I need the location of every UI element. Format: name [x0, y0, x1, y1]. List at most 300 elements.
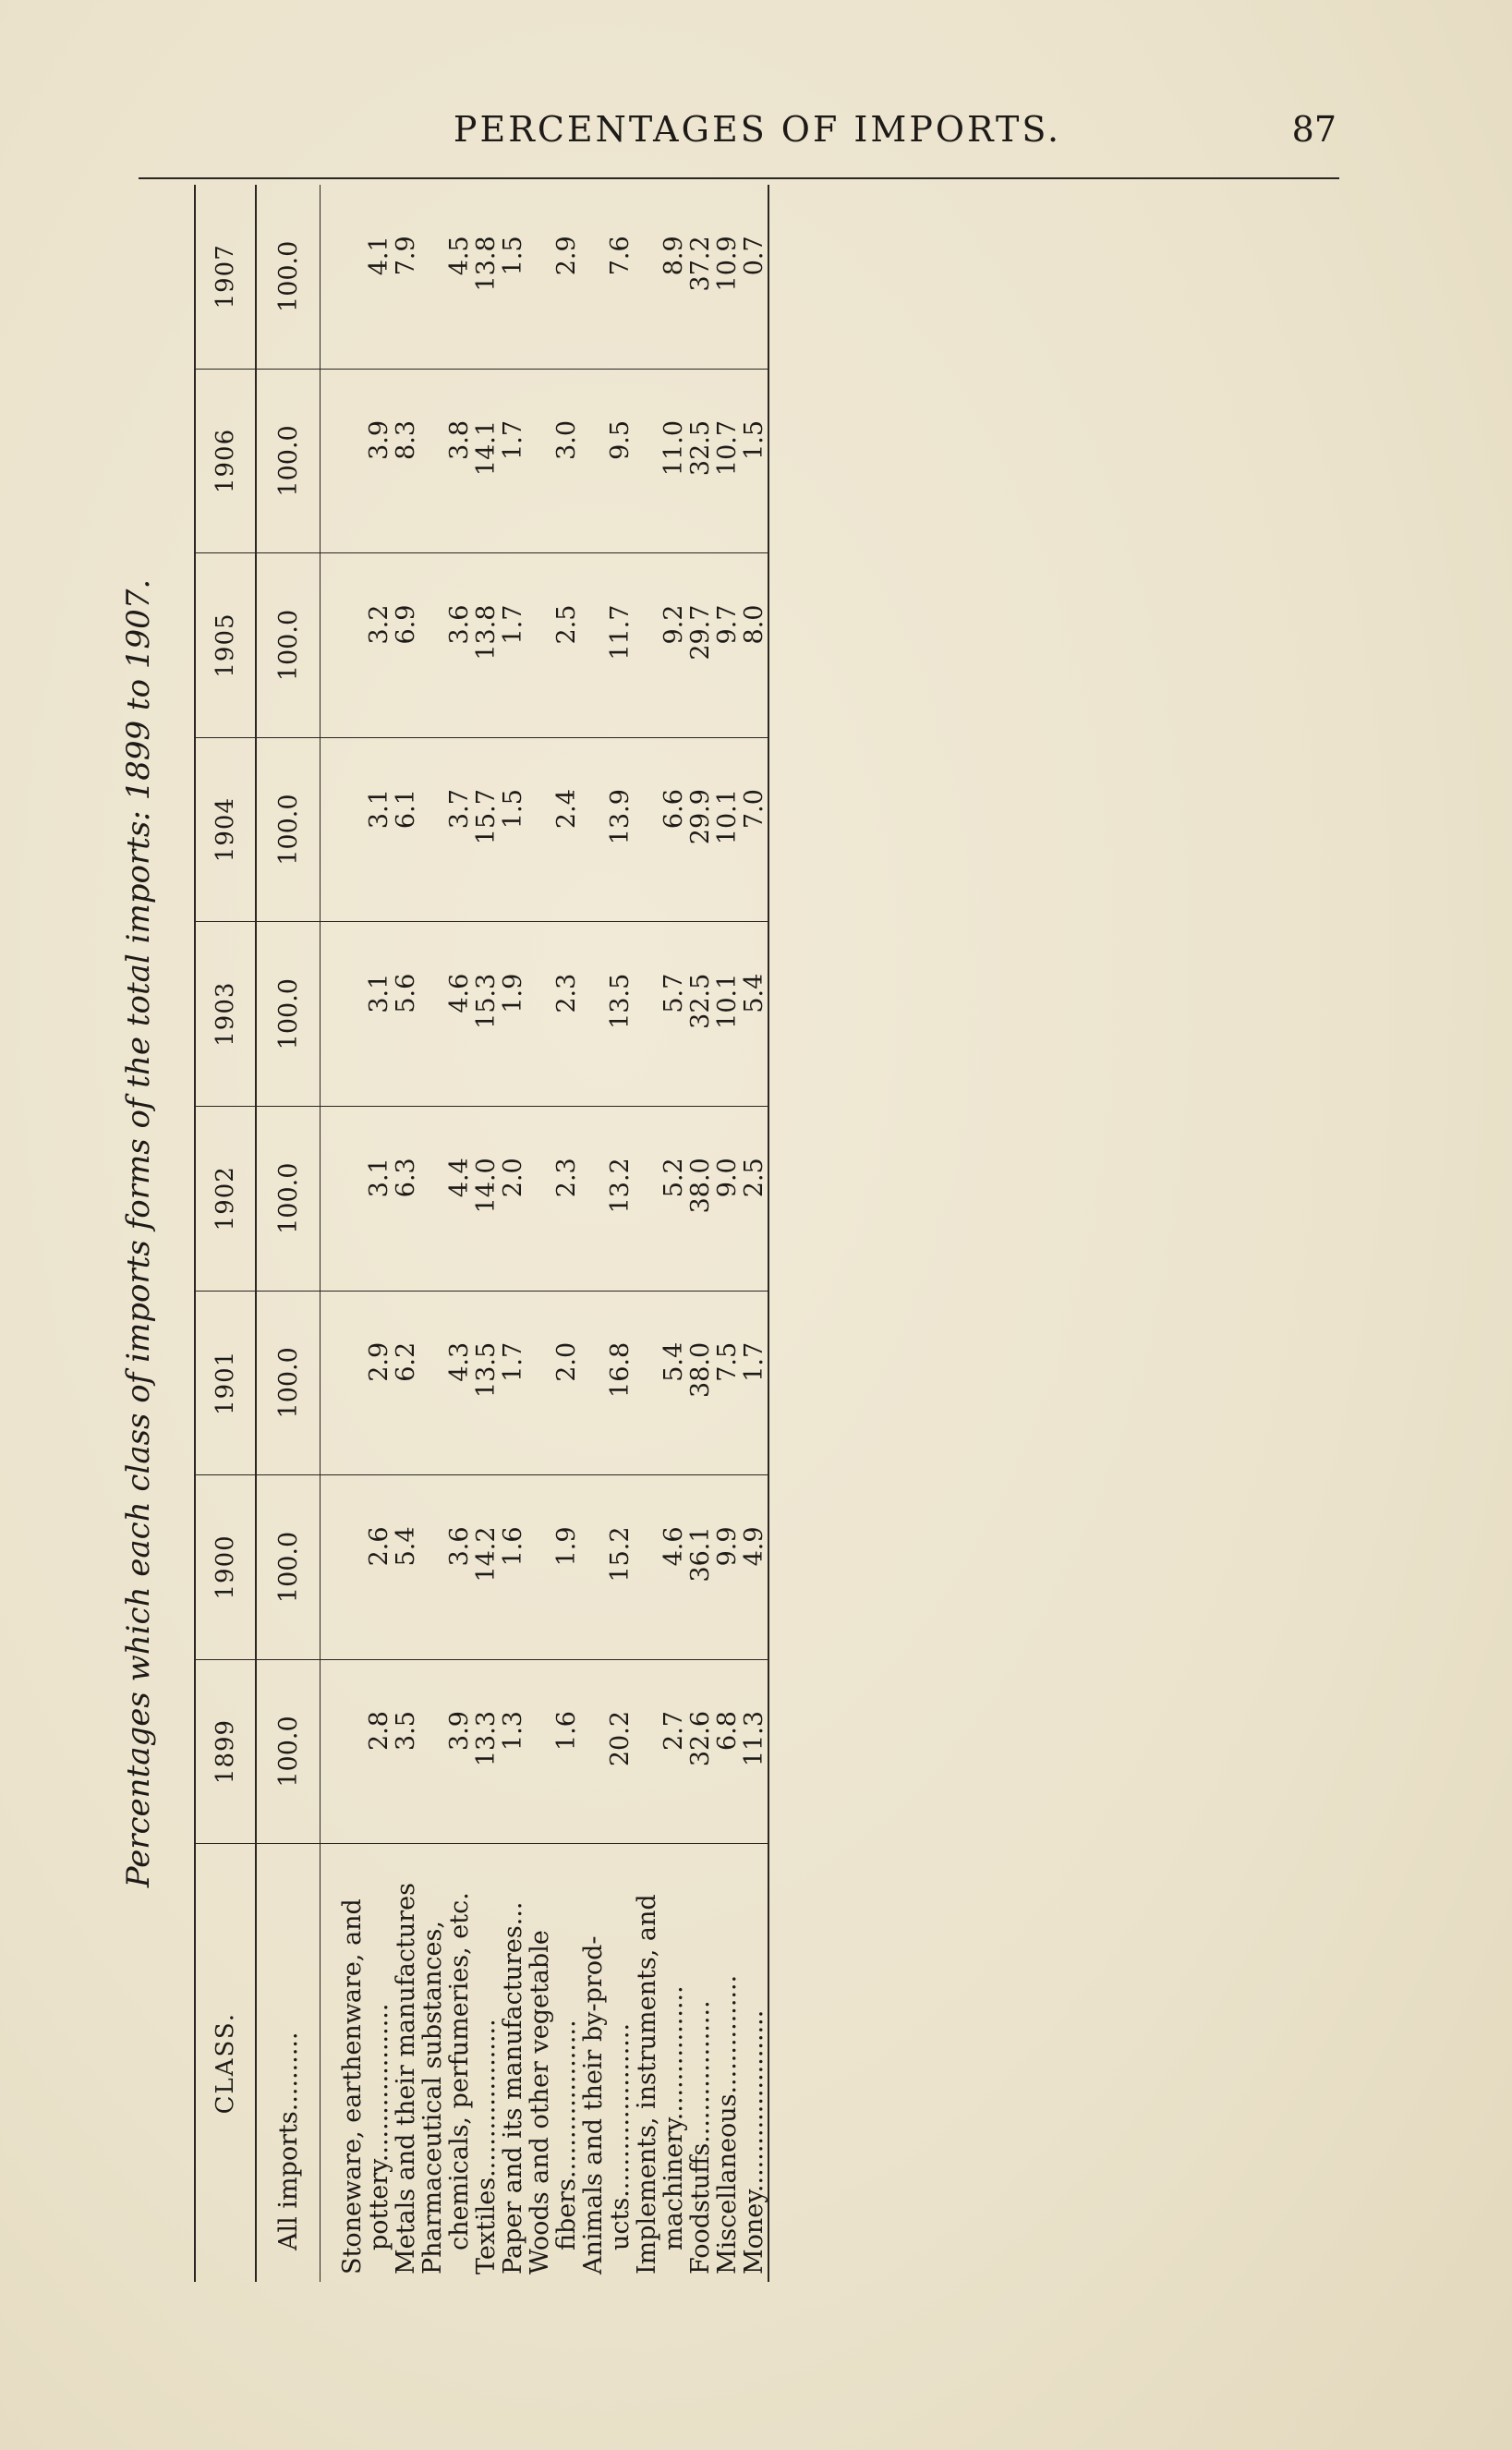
percent-value: 1.7 — [499, 419, 527, 460]
percent-cell — [393, 737, 419, 922]
percent-cell — [526, 1475, 553, 1660]
percent-value: 2.0 — [499, 1158, 527, 1198]
percent-cell — [473, 1475, 500, 1660]
class-label: ucts...................... — [606, 2022, 635, 2250]
percent-cell — [393, 922, 419, 1107]
imports-percentage-table — [194, 185, 769, 2282]
percent-value: 8.3 — [392, 419, 420, 460]
percent-cell — [500, 737, 526, 922]
year-header: 1902 — [195, 1106, 256, 1291]
percent-value: 10.1 — [713, 789, 742, 845]
percent-value: 16.8 — [606, 1341, 635, 1398]
percent-cell — [446, 1659, 473, 1844]
percent-cell — [339, 737, 366, 922]
percent-cell — [607, 1475, 634, 1660]
percent-cell — [339, 1291, 366, 1475]
percent-cell — [553, 737, 580, 922]
percent-value: 7.0 — [740, 789, 768, 830]
year-header: 1900 — [195, 1475, 256, 1660]
percent-cell — [473, 369, 500, 553]
percent-value: 1.7 — [499, 1341, 527, 1382]
percent-cell — [366, 1291, 393, 1475]
percent-value: 32.5 — [686, 419, 715, 477]
year-header: 1906 — [195, 369, 256, 553]
percent-cell — [419, 1106, 446, 1291]
percent-value: 6.2 — [392, 1341, 420, 1382]
percent-value: 4.3 — [445, 1341, 474, 1382]
percent-value: 7.9 — [392, 236, 420, 276]
percent-value: 1.6 — [552, 1711, 581, 1751]
percent-cell — [660, 553, 687, 738]
percent-value: 38.0 — [686, 1158, 715, 1214]
percent-cell — [393, 185, 419, 369]
percent-cell — [393, 1475, 419, 1660]
percent-value: 9.5 — [606, 419, 635, 460]
percent-cell — [714, 553, 741, 738]
percent-cell — [660, 369, 687, 553]
percent-value: 5.4 — [659, 1341, 688, 1382]
percent-cell — [446, 922, 473, 1107]
percent-cell — [553, 1475, 580, 1660]
percent-cell — [660, 922, 687, 1107]
percent-cell — [607, 737, 634, 922]
percent-cell — [741, 922, 768, 1107]
percent-value: 13.8 — [472, 236, 501, 292]
percent-value: 4.1 — [365, 236, 393, 276]
percent-value: 7.6 — [606, 236, 635, 276]
table-row — [526, 185, 553, 2282]
percent-cell — [634, 737, 660, 922]
percent-cell: 100.0 — [256, 1291, 321, 1475]
percent-cell — [500, 369, 526, 553]
percent-value: 32.5 — [686, 973, 715, 1029]
percent-cell — [687, 553, 714, 738]
percent-cell — [366, 369, 393, 553]
percent-cell — [419, 369, 446, 553]
class-label: machinery................. — [659, 1985, 688, 2250]
table-row — [393, 185, 419, 2282]
percent-cell — [687, 1659, 714, 1844]
percent-cell: 100.0 — [256, 369, 321, 553]
table-header-row — [195, 185, 256, 2282]
year-header: 1901 — [195, 1291, 256, 1475]
percent-value: 1.3 — [499, 1711, 527, 1751]
percent-cell — [339, 185, 366, 369]
percent-value: 38.0 — [686, 1341, 715, 1398]
percent-cell: 100.0 — [256, 1659, 321, 1844]
percent-cell — [473, 737, 500, 922]
table-row — [473, 185, 500, 2282]
percent-cell — [419, 1659, 446, 1844]
year-header: 1907 — [195, 185, 256, 369]
percent-cell — [714, 737, 741, 922]
percent-cell — [660, 1106, 687, 1291]
percent-cell — [741, 737, 768, 922]
class-label: Implements, instruments, and — [633, 1894, 661, 2274]
percent-value: 3.1 — [365, 1158, 393, 1198]
percent-cell — [446, 737, 473, 922]
percent-cell — [634, 922, 660, 1107]
percent-value: 4.6 — [445, 973, 474, 1013]
percent-value: 10.1 — [713, 973, 742, 1029]
class-column-header: CLASS. — [195, 1844, 256, 2282]
percent-cell — [446, 1291, 473, 1475]
class-label: Pharmaceutical substances, — [418, 1921, 447, 2274]
class-label: Animals and their by-prod- — [579, 1935, 608, 2274]
class-label: Money....................... — [741, 1844, 768, 2282]
table-row — [500, 185, 526, 2282]
percent-value: 15.7 — [472, 789, 501, 845]
percent-cell — [446, 1475, 473, 1660]
percent-cell — [419, 1475, 446, 1660]
percent-cell — [526, 185, 553, 369]
percent-value: 10.7 — [713, 419, 742, 477]
percent-cell — [526, 1291, 553, 1475]
header-rule — [139, 177, 1339, 179]
percent-cell — [580, 553, 607, 738]
percent-value: 3.2 — [365, 604, 393, 645]
percent-cell — [607, 1291, 634, 1475]
class-label: Textiles.................... — [472, 2019, 501, 2274]
percent-cell — [607, 1659, 634, 1844]
percent-value: 9.0 — [713, 1158, 742, 1198]
percent-value: 3.7 — [445, 789, 474, 830]
percent-value: 2.5 — [552, 604, 581, 645]
percent-cell — [393, 1659, 419, 1844]
table-row — [446, 185, 473, 2282]
percent-cell — [714, 1475, 741, 1660]
percent-cell — [687, 1475, 714, 1660]
percent-value: 5.7 — [659, 973, 688, 1013]
percent-cell — [393, 1291, 419, 1475]
percent-cell — [339, 922, 366, 1107]
table-row — [634, 185, 660, 2282]
percent-cell — [366, 1475, 393, 1660]
percent-value: 3.0 — [552, 419, 581, 460]
total-row — [256, 185, 321, 2282]
page-header — [0, 109, 1512, 164]
page-number: 87 — [1291, 109, 1337, 150]
percent-cell — [339, 1475, 366, 1660]
percent-value: 8.0 — [740, 604, 768, 645]
percent-cell — [714, 185, 741, 369]
class-label: Woods and other vegetable — [526, 1930, 554, 2274]
percent-value: 13.8 — [472, 604, 501, 661]
percent-cell — [634, 1106, 660, 1291]
year-header: 1903 — [195, 922, 256, 1107]
percent-cell: 100.0 — [256, 1475, 321, 1660]
percent-value: 3.5 — [392, 1711, 420, 1751]
percent-cell — [500, 1475, 526, 1660]
percent-cell — [660, 737, 687, 922]
year-header: 1904 — [195, 737, 256, 922]
percent-cell — [419, 185, 446, 369]
percent-value: 11.7 — [606, 604, 635, 661]
percent-value: 13.3 — [472, 1711, 501, 1767]
percent-cell — [366, 737, 393, 922]
percent-value: 9.9 — [713, 1526, 742, 1567]
percent-value: 3.1 — [365, 789, 393, 830]
percent-value: 29.7 — [686, 604, 715, 661]
year-header: 1899 — [195, 1659, 256, 1844]
running-title: PERCENTAGES OF IMPORTS. — [453, 109, 1062, 150]
percent-cell — [553, 185, 580, 369]
table-row — [419, 185, 446, 2282]
percent-value: 2.5 — [740, 1158, 768, 1198]
table-caption: Percentages which each class of imports forms of the total imports: 1899 to 1907. — [120, 578, 157, 1888]
percent-cell — [553, 922, 580, 1107]
percent-cell — [446, 1106, 473, 1291]
percent-cell — [580, 369, 607, 553]
percent-value: 36.1 — [686, 1526, 715, 1583]
percent-value: 5.6 — [392, 973, 420, 1013]
percent-cell — [500, 185, 526, 369]
table-row — [339, 185, 366, 2282]
percent-cell — [339, 1106, 366, 1291]
percent-cell — [714, 1291, 741, 1475]
percent-value: 2.8 — [365, 1711, 393, 1751]
percent-value: 1.9 — [552, 1526, 581, 1567]
percent-cell — [473, 1106, 500, 1291]
percent-cell — [526, 369, 553, 553]
percent-value: 5.4 — [392, 1526, 420, 1567]
percent-value: 6.8 — [713, 1711, 742, 1751]
percent-cell — [419, 737, 446, 922]
percent-value: 7.5 — [713, 1341, 742, 1382]
percent-cell — [741, 1659, 768, 1844]
percent-cell — [687, 737, 714, 922]
percent-value: 20.2 — [606, 1711, 635, 1767]
percent-value: 6.1 — [392, 789, 420, 830]
percent-cell: 100.0 — [256, 1106, 321, 1291]
percent-cell — [741, 1106, 768, 1291]
class-label: Miscellaneous............... — [713, 1974, 742, 2274]
class-label: chemicals, perfumeries, etc. — [445, 1892, 474, 2250]
percent-value: 4.6 — [659, 1526, 688, 1567]
percent-cell — [687, 369, 714, 553]
percent-value: 3.8 — [445, 419, 474, 460]
rotated-table-area — [111, 185, 1432, 2282]
percent-cell — [419, 1291, 446, 1475]
percent-value: 2.0 — [552, 1341, 581, 1382]
percent-cell — [366, 1659, 393, 1844]
percent-cell — [526, 1106, 553, 1291]
percent-cell — [714, 1659, 741, 1844]
year-header: 1905 — [195, 553, 256, 738]
percent-cell — [607, 1106, 634, 1291]
percent-cell — [526, 737, 553, 922]
percent-cell — [714, 922, 741, 1107]
table-row — [714, 185, 741, 2282]
table-row — [607, 185, 634, 2282]
percent-value: 13.5 — [472, 1341, 501, 1398]
percent-value: 3.9 — [445, 1711, 474, 1751]
percent-value: 3.9 — [365, 419, 393, 460]
percent-value: 4.5 — [445, 236, 474, 276]
percent-cell — [634, 1659, 660, 1844]
percent-cell — [473, 1659, 500, 1844]
percent-cell — [714, 369, 741, 553]
percent-cell — [580, 922, 607, 1107]
percent-cell — [366, 922, 393, 1107]
percent-value: 4.9 — [740, 1526, 768, 1567]
percent-value: 1.7 — [499, 604, 527, 645]
percent-cell — [660, 1475, 687, 1660]
percent-value: 15.2 — [606, 1526, 635, 1583]
percent-cell — [660, 1291, 687, 1475]
percent-value: 11.0 — [659, 419, 688, 477]
percent-cell — [500, 922, 526, 1107]
percent-value: 37.2 — [686, 236, 715, 292]
percent-value: 6.9 — [392, 604, 420, 645]
class-label: Stoneware, earthenware, and — [338, 1898, 367, 2274]
percent-cell — [634, 185, 660, 369]
percent-cell — [393, 1106, 419, 1291]
percent-value: 1.5 — [499, 236, 527, 276]
table-row — [687, 185, 714, 2282]
percent-cell — [607, 369, 634, 553]
percent-cell — [366, 553, 393, 738]
percent-value: 2.4 — [552, 789, 581, 830]
percent-value: 1.9 — [499, 973, 527, 1013]
percent-cell — [634, 369, 660, 553]
percent-value: 2.9 — [552, 236, 581, 276]
percent-value: 15.3 — [472, 973, 501, 1029]
percent-cell — [526, 1659, 553, 1844]
percent-value: 2.6 — [365, 1526, 393, 1567]
percent-cell — [473, 922, 500, 1107]
class-label: All imports.......... — [256, 1844, 321, 2282]
percent-cell — [660, 1659, 687, 1844]
percent-cell — [634, 1475, 660, 1660]
percent-value: 3.6 — [445, 1526, 474, 1567]
percent-value: 13.2 — [606, 1158, 635, 1214]
percent-cell — [741, 553, 768, 738]
table-body — [256, 185, 768, 2282]
percent-cell — [741, 1291, 768, 1475]
percent-cell — [526, 922, 553, 1107]
table-row — [366, 185, 393, 2282]
percent-cell — [741, 185, 768, 369]
percent-cell — [580, 1659, 607, 1844]
percent-cell — [526, 553, 553, 738]
percent-value: 8.9 — [659, 236, 688, 276]
table-row — [553, 185, 580, 2282]
percent-cell — [446, 369, 473, 553]
percent-value: 1.6 — [499, 1526, 527, 1567]
percent-value: 5.2 — [659, 1158, 688, 1198]
percent-cell — [607, 922, 634, 1107]
percent-cell — [500, 1106, 526, 1291]
class-label: Metals and their manufactures — [392, 1882, 420, 2274]
percent-cell — [687, 185, 714, 369]
percent-value: 32.6 — [686, 1711, 715, 1767]
percent-value: 14.2 — [472, 1526, 501, 1583]
table-row — [741, 185, 768, 2282]
percent-value: 2.7 — [659, 1711, 688, 1751]
percent-cell — [366, 185, 393, 369]
percent-value: 2.3 — [552, 1158, 581, 1198]
percent-value: 6.6 — [659, 789, 688, 830]
percent-value: 4.4 — [445, 1158, 474, 1198]
percent-cell — [500, 1659, 526, 1844]
percent-cell: 100.0 — [256, 185, 321, 369]
percent-value: 13.5 — [606, 973, 635, 1029]
percent-cell — [607, 553, 634, 738]
percent-cell — [473, 1291, 500, 1475]
percent-cell — [339, 369, 366, 553]
percent-cell — [634, 553, 660, 738]
percent-cell — [687, 1291, 714, 1475]
percent-cell — [607, 185, 634, 369]
class-label: fibers.................... — [552, 2019, 581, 2250]
percent-cell — [446, 553, 473, 738]
percent-value: 2.3 — [552, 973, 581, 1013]
percent-cell — [473, 553, 500, 738]
percent-value: 11.3 — [740, 1711, 768, 1767]
percent-value: 14.0 — [472, 1158, 501, 1214]
percent-cell — [339, 1659, 366, 1844]
percent-value: 3.1 — [365, 973, 393, 1013]
percent-value: 5.4 — [740, 973, 768, 1013]
percent-value: 6.3 — [392, 1158, 420, 1198]
percent-cell — [580, 185, 607, 369]
percent-value: 3.6 — [445, 604, 474, 645]
percent-cell — [553, 1291, 580, 1475]
percent-cell — [446, 185, 473, 369]
percent-cell — [741, 369, 768, 553]
percent-cell — [687, 1106, 714, 1291]
percent-value: 10.9 — [713, 236, 742, 292]
percent-cell — [500, 1291, 526, 1475]
spacer-row — [321, 185, 340, 2282]
percent-value: 9.7 — [713, 604, 742, 645]
percent-cell: 100.0 — [256, 553, 321, 738]
class-label: Foodstuffs.................. — [686, 2000, 715, 2274]
percent-value: 0.7 — [740, 236, 768, 276]
percent-value: 9.2 — [659, 604, 688, 645]
percent-cell — [553, 1659, 580, 1844]
percent-cell — [553, 553, 580, 738]
percent-cell — [393, 553, 419, 738]
percent-cell — [687, 922, 714, 1107]
percent-cell — [741, 1475, 768, 1660]
percent-cell — [660, 185, 687, 369]
percent-cell: 100.0 — [256, 737, 321, 922]
percent-value: 1.5 — [740, 419, 768, 460]
percent-value: 1.7 — [740, 1341, 768, 1382]
percent-cell — [393, 369, 419, 553]
percent-cell — [339, 553, 366, 738]
percent-cell — [419, 922, 446, 1107]
percent-cell — [553, 1106, 580, 1291]
percent-value: 29.9 — [686, 789, 715, 845]
percent-cell — [580, 1106, 607, 1291]
percent-cell — [500, 553, 526, 738]
percent-cell: 100.0 — [256, 922, 321, 1107]
percent-value: 1.5 — [499, 789, 527, 830]
percent-cell — [419, 553, 446, 738]
percent-cell — [714, 1106, 741, 1291]
percent-cell — [553, 369, 580, 553]
percent-cell — [473, 185, 500, 369]
percent-cell — [580, 1291, 607, 1475]
table-row — [660, 185, 687, 2282]
class-label: Paper and its manufactures... — [499, 1901, 527, 2274]
percent-value: 14.1 — [472, 419, 501, 477]
percent-cell — [580, 737, 607, 922]
percent-cell — [634, 1291, 660, 1475]
